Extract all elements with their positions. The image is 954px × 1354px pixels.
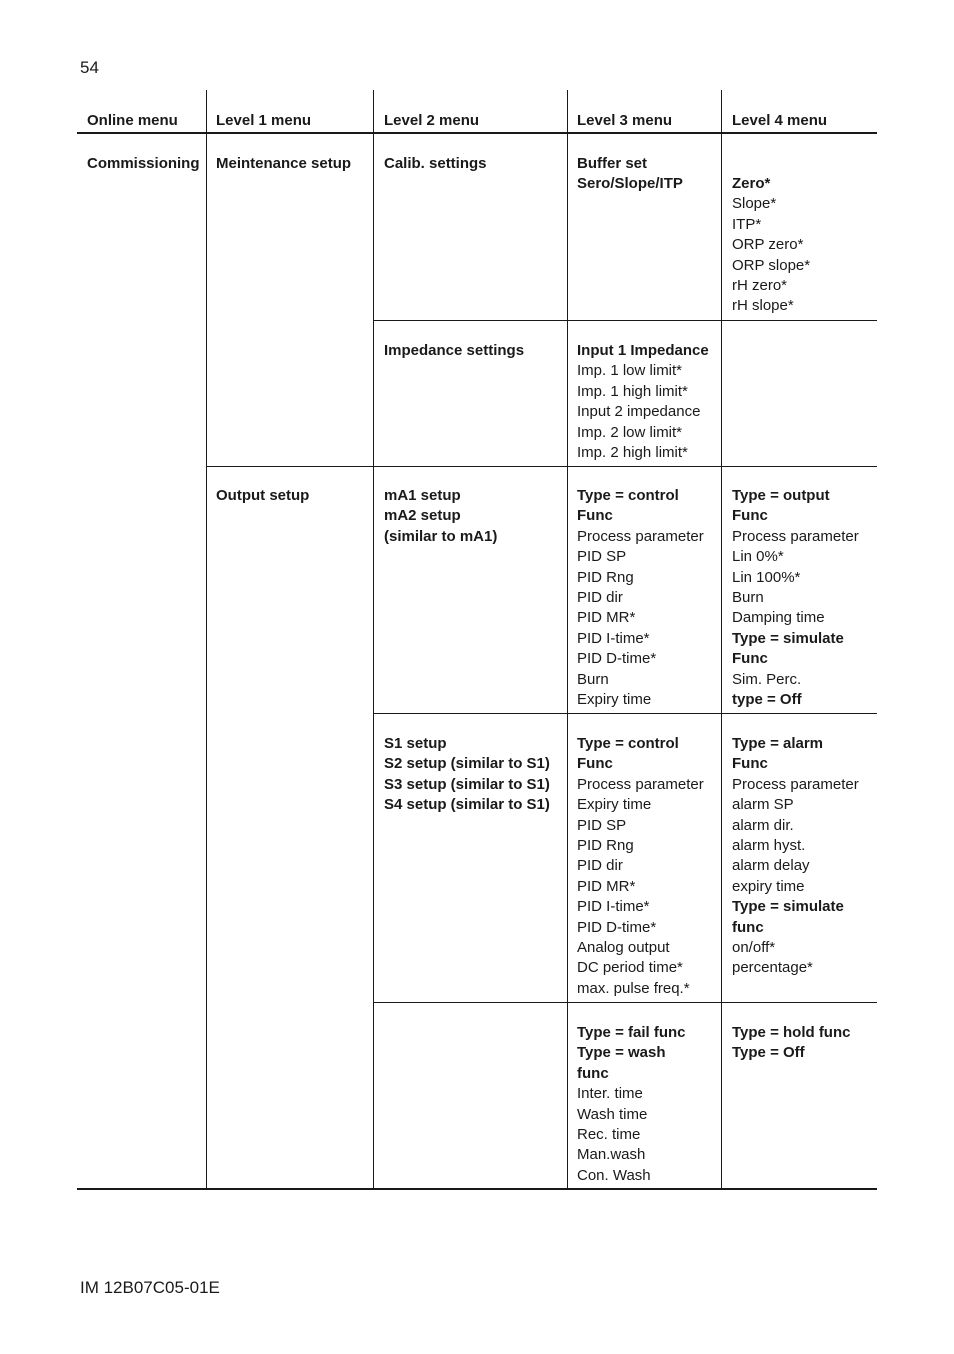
menu-entry: PID Rng [577,568,634,586]
menu-entry: Slope* [732,195,777,213]
menu-entry: Damping time [732,609,825,627]
menu-entry: percentage* [732,959,813,977]
menu-entry: rH slope* [732,297,794,315]
menu-entry: Expiry time [577,796,652,814]
header-level2-menu: Level 2 menu [384,112,480,129]
level2-line: S1 setup [384,735,447,752]
menu-entry: Imp. 1 high limit* [577,382,688,400]
menu-entry: alarm hyst. [732,837,806,855]
menu-entry: Func [732,650,768,668]
menu-entry: PID dir [577,857,623,875]
level1-maintenance-setup: Meintenance setup [216,155,352,172]
menu-entry: Lin 100%* [732,568,801,586]
level2-line: (similar to mA1) [384,527,498,545]
menu-entry: PID Rng [577,837,634,855]
level2-line: S4 setup (similar to S1) [384,796,550,814]
menu-entry: PID MR* [577,609,636,627]
menu-entry: Func [577,507,613,525]
menu-entry: PID D-time* [577,918,657,936]
menu-entry: Type = hold func [732,1024,851,1041]
menu-entry: Imp. 2 high limit* [577,444,688,462]
menu-entry: alarm delay [732,857,810,875]
menu-entry: Type = output [732,487,830,504]
menu-entry: Analog output [577,939,670,957]
row-divider [373,320,877,321]
menu-entry: PID D-time* [577,650,657,668]
column-divider [206,90,207,1189]
menu-entry: Input 2 impedance [577,403,701,421]
level2-line: Impedance settings [384,342,525,359]
row-divider [373,1002,877,1003]
menu-entry: Func [732,507,768,525]
menu-entry: PID SP [577,816,627,834]
column-divider [567,90,568,1189]
menu-entry: Type = control [577,735,679,752]
header-online-menu: Online menu [87,112,178,129]
menu-entry: PID dir [577,589,623,607]
level2-line: Calib. settings [384,155,487,172]
menu-entry: expiry time [732,877,805,895]
level3-s-list [577,734,704,999]
menu-entry: DC period time* [577,959,683,977]
menu-entry: Process parameter [577,775,704,793]
document-id-footer: IM 12B07C05-01E [80,1278,220,1297]
menu-entry: Process parameter [732,527,859,545]
header-rule [77,132,877,134]
menu-entry: Type = simulate [732,629,844,647]
level2-line: S2 setup (similar to S1) [384,755,550,773]
level2-line: S3 setup (similar to S1) [384,775,550,793]
level2-ma-setup [384,486,497,547]
menu-entry: Sim. Perc. [732,670,802,688]
menu-entry: Lin 0%* [732,548,784,566]
menu-entry: PID I-time* [577,629,650,647]
menu-entry: Expiry time [577,691,652,709]
menu-entry: func [732,918,764,936]
level4-calib-list [732,174,810,317]
menu-entry: Buffer set [577,155,648,172]
level1-output-setup: Output setup [216,487,310,504]
column-divider [721,90,722,1189]
menu-entry: Zero* [732,175,771,192]
level2-line: mA1 setup [384,487,461,504]
menu-entry: Con. Wash [577,1166,651,1184]
level2-impedance-settings [384,341,524,361]
menu-entry: type = Off [732,691,802,709]
level4-s-list [732,734,859,979]
menu-entry: Input 1 Impedance [577,342,709,359]
column-divider [373,90,374,1189]
header-level3-menu: Level 3 menu [577,112,673,129]
header-level1-menu: Level 1 menu [216,112,312,129]
menu-entry: Inter. time [577,1085,643,1103]
menu-entry: Burn [577,670,609,688]
menu-entry: Type = wash [577,1044,666,1062]
level3-ma-list [577,486,704,710]
row-divider [373,713,877,714]
menu-entry: Func [577,755,613,773]
level2-calib-settings [384,154,487,174]
menu-entry: PID MR* [577,877,636,895]
menu-entry: PID SP [577,548,627,566]
page-number: 54 [80,58,99,77]
menu-entry: func [577,1064,609,1082]
level4-ma-list [732,486,859,710]
level3-other-list [577,1023,686,1186]
menu-entry: Imp. 1 low limit* [577,362,683,380]
menu-entry: Type = Off [732,1044,805,1062]
level3-calib-list [577,154,683,195]
menu-entry: Man.wash [577,1146,646,1164]
level2-line: mA2 setup [384,507,461,525]
level4-other-list [732,1023,850,1064]
menu-entry: max. pulse freq.* [577,979,690,997]
menu-entry: Process parameter [732,775,859,793]
menu-entry: Type = fail func [577,1024,686,1041]
level3-impedance-list [577,341,709,463]
header-level4-menu: Level 4 menu [732,112,828,129]
menu-entry: Type = simulate [732,898,844,916]
table-bottom-rule [77,1188,877,1190]
menu-entry: Type = control [577,487,679,504]
row-divider [206,466,877,467]
menu-entry: on/off* [732,939,776,957]
menu-entry: Imp. 2 low limit* [577,423,683,441]
online-menu-commissioning: Commissioning [87,155,200,172]
menu-entry: ORP zero* [732,236,804,254]
menu-entry: Type = alarm [732,735,824,752]
level2-s-setup [384,734,550,816]
menu-entry: rH zero* [732,277,788,295]
menu-entry: Sero/Slope/ITP [577,175,683,193]
menu-entry: PID I-time* [577,898,650,916]
menu-entry: alarm dir. [732,816,794,834]
menu-entry: Func [732,755,768,773]
menu-entry: Wash time [577,1105,648,1123]
menu-entry: ITP* [732,215,762,233]
menu-entry: Burn [732,589,764,607]
menu-entry: Rec. time [577,1126,641,1144]
menu-entry: alarm SP [732,796,794,814]
menu-entry: Process parameter [577,527,704,545]
menu-entry: ORP slope* [732,256,811,274]
